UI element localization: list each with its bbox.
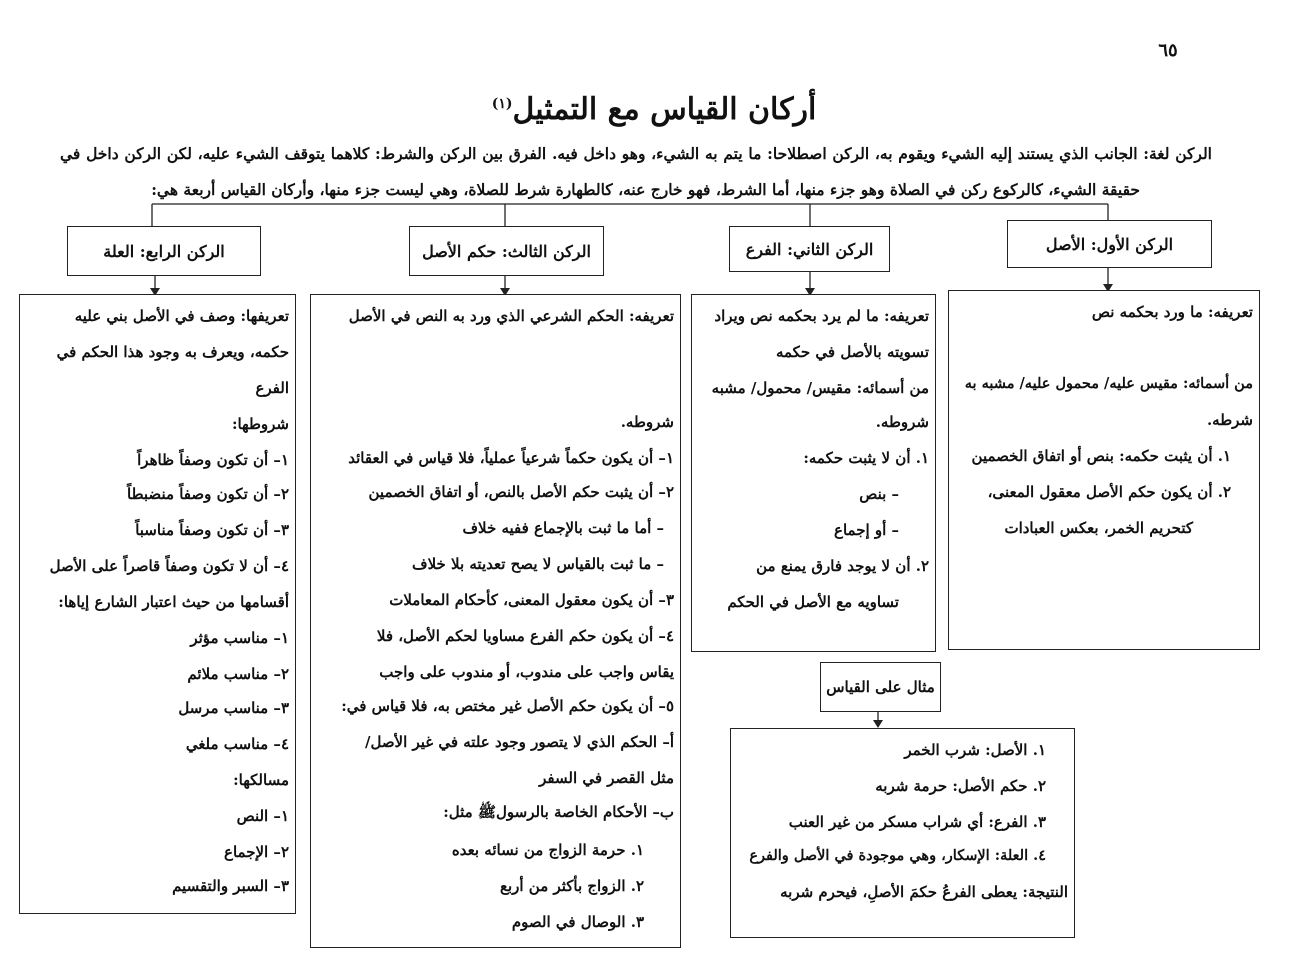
- pillar-4-line: ٢– أن تكون وصفاً منضبطاً: [127, 485, 289, 503]
- pillar-3-box: [310, 294, 681, 948]
- pillar-1-line: ٢. أن يكون حكم الأصل معقول المعنى،: [987, 483, 1231, 501]
- pillar-1-line: ١. أن يثبت حكمه: بنص أو اتفاق الخصمين: [971, 447, 1231, 465]
- pillar-3-line: تعريفه: الحكم الشرعي الذي ورد به النص في الأصل: [348, 307, 674, 325]
- pillar-2-line: تسويته بالأصل في حكمه: [775, 343, 929, 361]
- pillar-4-box: [19, 294, 296, 914]
- pillar-2-line: ٢. أن لا يوجد فارق يمنع من: [756, 557, 929, 575]
- pillar-3-line: ١– أن يكون حكماً شرعياً عملياً، فلا قياس في العقائد: [348, 449, 674, 467]
- pillar-3-line: يقاس واجب على مندوب، أو مندوب على واجب: [379, 663, 674, 681]
- pillar-4-line: أقسامها من حيث اعتبار الشارع إياها:: [58, 593, 289, 611]
- pillar-4-line: ٣– مناسب مرسل: [178, 699, 289, 717]
- pillar-1-heading: الركن الأول: الأصل: [1007, 220, 1212, 268]
- pillar-1-line: تعريفه: ما ورد بحكمه نص: [1091, 303, 1253, 321]
- pillar-4-line: ٢– مناسب ملائم: [187, 665, 289, 683]
- arrow-head-example: [873, 720, 883, 728]
- pillar-4-line: ١– أن تكون وصفاً ظاهراً: [137, 451, 289, 469]
- example-line: ٣. الفرع: أي شراب مسكر من غير العنب: [788, 813, 1046, 831]
- title-footnote: (١): [491, 96, 513, 112]
- pillar-4-line: شروطها:: [231, 415, 289, 433]
- pillar-4-line: ١– النص: [236, 807, 289, 825]
- pillar-2-line: ١. أن لا يثبت حكمه:: [803, 449, 929, 467]
- pillar-2-line: – أو إجماع: [834, 521, 899, 539]
- example-line: ٢. حكم الأصل: حرمة شربه: [875, 777, 1046, 795]
- example-box: [730, 728, 1075, 938]
- pillar-4-heading: الركن الرابع: العلة: [67, 226, 261, 276]
- pillar-3-line: ٥– أن يكون حكم الأصل غير مختص به، فلا قياس في:: [341, 697, 674, 715]
- intro-line-1: الركن لغة: الجانب الذي يستند إليه الشيء ويقوم به، الركن اصطلاحا: ما يتم به الشيء، وهو داخل فيه. الفرق بين الركن والشرط: كلاهما يتوقف الشيء عليه، لكن الركن داخل في: [60, 144, 1212, 163]
- pillar-2-line: – بنص: [859, 485, 899, 503]
- pillar-4-line: ٤– أن لا تكون وصفاً قاصراً على الأصل: [49, 557, 289, 575]
- pillar-4-line: ٤– مناسب ملغي: [185, 735, 289, 753]
- page-title: [300, 92, 1008, 127]
- pillar-2-box: [691, 294, 936, 652]
- pillar-1-line: كتحريم الخمر، بعكس العبادات: [1004, 519, 1193, 537]
- page-number: ٦٥: [1158, 40, 1178, 61]
- pillar-3-line: أ– الحكم الذي لا يتصور وجود علته في غير الأصل/: [364, 733, 674, 751]
- pillar-2-heading: الركن الثاني: الفرع: [729, 226, 890, 272]
- pillar-3-line: – أما ما ثبت بالإجماع ففيه خلاف: [462, 519, 664, 537]
- example-heading: مثال على القياس: [820, 662, 941, 712]
- pillar-3-line: ب– الأحكام الخاصة بالرسولﷺ مثل:: [443, 803, 674, 821]
- example-line: ١. الأصل: شرب الخمر: [904, 741, 1046, 759]
- pillar-4-line: ٣– السبر والتقسيم: [172, 877, 289, 895]
- pillar-4-line: حكمه، ويعرف به وجود هذا الحكم في: [56, 343, 289, 361]
- pillar-3-line: ٢. الزواج بأكثر من أربع: [500, 877, 644, 895]
- pillar-4-line: ٣– أن تكون وصفاً مناسباً: [135, 521, 289, 539]
- pillar-3-line: ٣. الوصال في الصوم: [511, 913, 644, 931]
- pillar-3-line: مثل القصر في السفر: [539, 769, 674, 787]
- pillar-2-line: تساويه مع الأصل في الحكم: [727, 593, 899, 611]
- pillar-3-line: ٣– أن يكون معقول المعنى، كأحكام المعاملات: [389, 591, 674, 609]
- pillar-3-line: ٢– أن يثبت حكم الأصل بالنص، أو اتفاق الخصمين: [368, 483, 674, 501]
- example-line: النتيجة: يعطى الفرعُ حكمَ الأصلِ، فيحرم شربه: [780, 883, 1068, 901]
- pillar-4-line: الفرع: [255, 379, 289, 397]
- pillar-3-line: شروطه.: [620, 413, 674, 431]
- example-line: ٤. العلة: الإسكار، وهي موجودة في الأصل والفرع: [749, 847, 1046, 864]
- pillar-4-line: تعريفها: وصف في الأصل بني عليه: [74, 307, 289, 325]
- pillar-1-line: شرطه.: [1206, 411, 1253, 429]
- pillar-3-line: – ما ثبت بالقياس لا يصح تعديته بلا خلاف: [412, 555, 664, 573]
- pillar-1-box: [948, 290, 1260, 650]
- intro-line-2: حقيقة الشيء، كالركوع ركن في الصلاة وهو جزء منها، أما الشرط، فهو خارج عنه، كالطهارة شرط للصلاة، وهي ليست جزء منها، وأركان القياس أربعة هي:: [151, 180, 1140, 199]
- pillar-4-line: مسالكها:: [233, 771, 289, 789]
- pillar-4-line: ٢– الإجماع: [224, 843, 289, 861]
- pillar-4-line: ١– مناسب مؤثر: [190, 629, 289, 647]
- pillar-2-line: من أسمائه: مقيس/ محمول/ مشبه: [711, 379, 929, 397]
- title-text: أركان القياس مع التمثيل: [512, 92, 817, 127]
- pillar-2-line: تعريفه: ما لم يرد بحكمه نص ويراد: [714, 307, 929, 325]
- pillar-3-line: ٤– أن يكون حكم الفرع مساويا لحكم الأصل، فلا: [376, 627, 674, 645]
- pillar-3-line: ١. حرمة الزواج من نسائه بعده: [451, 841, 644, 859]
- pillar-1-line: من أسمائه: مقيس عليه/ محمول عليه/ مشبه به: [964, 375, 1253, 392]
- pillar-2-line: شروطه.: [875, 413, 929, 431]
- pillar-3-heading: الركن الثالث: حكم الأصل: [409, 226, 604, 276]
